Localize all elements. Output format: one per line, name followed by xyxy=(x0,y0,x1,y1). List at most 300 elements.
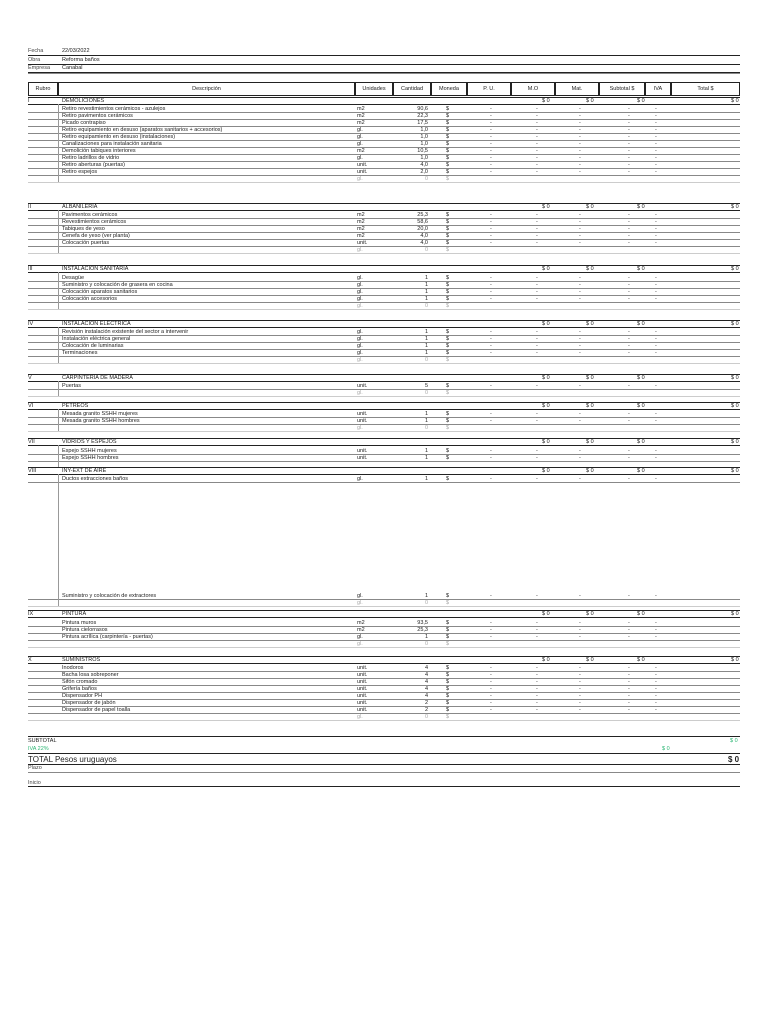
item-subtotal: - xyxy=(628,155,630,161)
section-mat: $ 0 xyxy=(586,657,594,663)
empty-row-currency: $ xyxy=(446,357,450,363)
empty-row-unit: gl. xyxy=(357,357,363,363)
item-description: Cenefa de yeso (ver planta) xyxy=(62,233,130,239)
item-iva: - xyxy=(655,634,657,640)
item-subtotal: - xyxy=(628,289,630,295)
item-subtotal: - xyxy=(628,106,630,112)
section-mo: $ 0 xyxy=(542,98,550,104)
empty-row-qty: 0 xyxy=(424,176,428,182)
item-currency: $ xyxy=(446,350,450,356)
item-mo: - xyxy=(536,226,538,232)
item-currency: $ xyxy=(446,343,450,349)
item-pu: - xyxy=(490,350,492,356)
empty-row-unit: gl. xyxy=(357,303,363,309)
empty-row-qty: 0 xyxy=(424,357,428,363)
item-mat: - xyxy=(579,634,581,640)
empty-row-unit: gl. xyxy=(357,247,363,253)
item-mat: - xyxy=(579,693,581,699)
item-iva: - xyxy=(655,448,657,454)
item-unit: gl. xyxy=(357,329,363,335)
item-subtotal: - xyxy=(628,383,630,389)
item-subtotal: - xyxy=(628,634,630,640)
item-description: Grifería baños xyxy=(62,686,97,692)
item-subtotal: - xyxy=(628,593,630,599)
item-mat: - xyxy=(579,343,581,349)
item-currency: $ xyxy=(446,693,450,699)
item-mat: - xyxy=(579,350,581,356)
item-pu: - xyxy=(490,148,492,154)
item-subtotal: - xyxy=(628,686,630,692)
section-mat: $ 0 xyxy=(586,98,594,104)
item-currency: $ xyxy=(446,162,450,168)
item-pu: - xyxy=(490,275,492,281)
item-iva: - xyxy=(655,233,657,239)
item-iva: - xyxy=(655,127,657,133)
item-iva: - xyxy=(655,476,657,482)
item-quantity: 4,0 xyxy=(420,240,428,246)
item-iva: - xyxy=(655,686,657,692)
item-mo: - xyxy=(536,448,538,454)
item-currency: $ xyxy=(446,155,450,161)
item-mat: - xyxy=(579,134,581,140)
item-quantity: 90,6 xyxy=(417,106,428,112)
item-iva: - xyxy=(655,665,657,671)
item-description: Retiro equipamiento en desuso (instalaciones) xyxy=(62,134,176,140)
item-description: Inodoros xyxy=(62,665,84,671)
section-name: PETREOS xyxy=(62,403,89,409)
section-mo: $ 0 xyxy=(542,468,550,474)
item-unit: m2 xyxy=(357,148,365,154)
item-currency: $ xyxy=(446,219,450,225)
section-number: I xyxy=(28,98,30,104)
item-unit: m2 xyxy=(357,233,365,239)
item-mo: - xyxy=(536,162,538,168)
section-total: $ 0 xyxy=(731,468,739,474)
item-pu: - xyxy=(490,693,492,699)
item-description: Dispensador de jabón xyxy=(62,700,116,706)
item-description: Tabiques de yeso xyxy=(62,226,105,232)
item-pu: - xyxy=(490,476,492,482)
item-description: Mesada granito SSHH mujeres xyxy=(62,411,138,417)
item-mo: - xyxy=(536,169,538,175)
item-quantity: 1 xyxy=(424,275,428,281)
item-subtotal: - xyxy=(628,233,630,239)
item-subtotal: - xyxy=(628,226,630,232)
subtotal-label: SUBTOTAL xyxy=(28,738,57,744)
item-iva: - xyxy=(655,106,657,112)
empty-row-currency: $ xyxy=(446,303,450,309)
item-description: Suministro y colocación de extractores xyxy=(62,593,157,599)
meta-value: 22/03/2022 xyxy=(62,48,90,54)
item-quantity: 5 xyxy=(424,383,428,389)
item-mo: - xyxy=(536,148,538,154)
item-mat: - xyxy=(579,233,581,239)
section-subtotal: $ 0 xyxy=(637,204,645,210)
item-subtotal: - xyxy=(628,343,630,349)
item-iva: - xyxy=(655,383,657,389)
item-iva: - xyxy=(655,212,657,218)
item-description: Instalación eléctrica general xyxy=(62,336,131,342)
item-description: Revisión instalación existente del sector a intervenir xyxy=(62,329,189,335)
item-unit: gl. xyxy=(357,350,363,356)
item-currency: $ xyxy=(446,240,450,246)
item-mo: - xyxy=(536,336,538,342)
item-subtotal: - xyxy=(628,700,630,706)
item-quantity: 2 xyxy=(424,707,428,713)
item-iva: - xyxy=(655,148,657,154)
item-description: Colocación de luminarias xyxy=(62,343,124,349)
header-moneda: Moneda xyxy=(431,82,467,96)
item-unit: unit. xyxy=(357,411,368,417)
item-currency: $ xyxy=(446,212,450,218)
item-mat: - xyxy=(579,455,581,461)
item-iva: - xyxy=(655,155,657,161)
item-iva: - xyxy=(655,593,657,599)
item-mat: - xyxy=(579,127,581,133)
item-mo: - xyxy=(536,155,538,161)
item-description: Colocación accesorios xyxy=(62,296,118,302)
section-mo: $ 0 xyxy=(542,403,550,409)
item-mo: - xyxy=(536,233,538,239)
item-iva: - xyxy=(655,455,657,461)
section-subtotal: $ 0 xyxy=(637,439,645,445)
section-mo: $ 0 xyxy=(542,266,550,272)
item-pu: - xyxy=(490,106,492,112)
item-mo: - xyxy=(536,418,538,424)
meta-value: Reforma baños xyxy=(62,57,100,63)
item-mo: - xyxy=(536,134,538,140)
empty-row-currency: $ xyxy=(446,390,450,396)
item-currency: $ xyxy=(446,233,450,239)
header-rubro: Rubro xyxy=(28,82,58,96)
item-description: Retiro espejos xyxy=(62,169,98,175)
item-quantity: 22,3 xyxy=(417,113,428,119)
item-subtotal: - xyxy=(628,219,630,225)
item-mo: - xyxy=(536,700,538,706)
item-description: Puertas xyxy=(62,383,81,389)
empty-row-qty: 0 xyxy=(424,425,428,431)
item-mat: - xyxy=(579,476,581,482)
item-iva: - xyxy=(655,120,657,126)
section-total: $ 0 xyxy=(731,375,739,381)
section-subtotal: $ 0 xyxy=(637,98,645,104)
item-currency: $ xyxy=(446,707,450,713)
item-subtotal: - xyxy=(628,240,630,246)
section-mo: $ 0 xyxy=(542,657,550,663)
item-description: Dispensador de papel toalla xyxy=(62,707,131,713)
item-iva: - xyxy=(655,672,657,678)
item-mat: - xyxy=(579,679,581,685)
item-pu: - xyxy=(490,212,492,218)
item-mat: - xyxy=(579,411,581,417)
item-iva: - xyxy=(655,350,657,356)
item-mo: - xyxy=(536,120,538,126)
section-name: INY-EXT DE AIRE xyxy=(62,468,107,474)
item-quantity: 25,3 xyxy=(417,627,428,633)
item-description: Sifón cromado xyxy=(62,679,98,685)
section-mat: $ 0 xyxy=(586,266,594,272)
item-currency: $ xyxy=(446,686,450,692)
item-pu: - xyxy=(490,296,492,302)
item-unit: gl. xyxy=(357,155,363,161)
item-currency: $ xyxy=(446,627,450,633)
item-pu: - xyxy=(490,672,492,678)
item-pu: - xyxy=(490,620,492,626)
item-currency: $ xyxy=(446,476,450,482)
item-quantity: 93,5 xyxy=(417,620,428,626)
section-number: VIII xyxy=(28,468,37,474)
item-unit: unit. xyxy=(357,707,368,713)
item-pu: - xyxy=(490,686,492,692)
item-quantity: 17,5 xyxy=(417,120,428,126)
item-mo: - xyxy=(536,106,538,112)
item-iva: - xyxy=(655,700,657,706)
section-total: $ 0 xyxy=(731,266,739,272)
item-mat: - xyxy=(579,620,581,626)
item-quantity: 1 xyxy=(424,343,428,349)
item-currency: $ xyxy=(446,700,450,706)
item-mo: - xyxy=(536,686,538,692)
item-quantity: 4 xyxy=(424,665,428,671)
empty-row-qty: 0 xyxy=(424,303,428,309)
empty-row-qty: 0 xyxy=(424,600,428,606)
item-mo: - xyxy=(536,593,538,599)
item-mo: - xyxy=(536,634,538,640)
item-mo: - xyxy=(536,141,538,147)
item-iva: - xyxy=(655,113,657,119)
header-mat: Mat. xyxy=(555,82,599,96)
item-subtotal: - xyxy=(628,141,630,147)
item-unit: gl. xyxy=(357,593,363,599)
item-unit: gl. xyxy=(357,634,363,640)
item-subtotal: - xyxy=(628,627,630,633)
item-subtotal: - xyxy=(628,212,630,218)
empty-row-currency: $ xyxy=(446,641,450,647)
item-mo: - xyxy=(536,455,538,461)
item-currency: $ xyxy=(446,672,450,678)
item-currency: $ xyxy=(446,679,450,685)
item-mo: - xyxy=(536,219,538,225)
item-pu: - xyxy=(490,289,492,295)
item-mat: - xyxy=(579,219,581,225)
item-unit: gl. xyxy=(357,476,363,482)
item-unit: m2 xyxy=(357,627,365,633)
empty-row-qty: 0 xyxy=(424,390,428,396)
item-currency: $ xyxy=(446,141,450,147)
item-unit: gl. xyxy=(357,275,363,281)
item-pu: - xyxy=(490,700,492,706)
empty-row-qty: 0 xyxy=(424,641,428,647)
item-unit: unit. xyxy=(357,693,368,699)
meta-label: Fecha xyxy=(28,48,44,54)
item-quantity: 1,0 xyxy=(420,141,428,147)
item-quantity: 1,0 xyxy=(420,134,428,140)
section-mat: $ 0 xyxy=(586,611,594,617)
item-mo: - xyxy=(536,693,538,699)
item-unit: unit. xyxy=(357,169,368,175)
section-mo: $ 0 xyxy=(542,611,550,617)
section-name: SUMINISTROS xyxy=(62,657,101,663)
item-mat: - xyxy=(579,665,581,671)
header-descripcion: Descripción xyxy=(58,82,355,96)
item-unit: unit. xyxy=(357,455,368,461)
item-mat: - xyxy=(579,240,581,246)
item-unit: gl. xyxy=(357,134,363,140)
item-mat: - xyxy=(579,672,581,678)
item-currency: $ xyxy=(446,226,450,232)
item-pu: - xyxy=(490,665,492,671)
item-currency: $ xyxy=(446,620,450,626)
item-pu: - xyxy=(490,219,492,225)
item-pu: - xyxy=(490,233,492,239)
item-quantity: 4 xyxy=(424,693,428,699)
item-description: Retiro revestimientos cerámicos - azulejos xyxy=(62,106,166,112)
item-quantity: 1 xyxy=(424,282,428,288)
item-mat: - xyxy=(579,329,581,335)
item-currency: $ xyxy=(446,169,450,175)
section-mo: $ 0 xyxy=(542,439,550,445)
item-mo: - xyxy=(536,476,538,482)
item-description: Pavimentos cerámicos xyxy=(62,212,118,218)
item-mat: - xyxy=(579,113,581,119)
item-description: Canalizaciones para instalación sanitaria xyxy=(62,141,162,147)
item-pu: - xyxy=(490,627,492,633)
item-subtotal: - xyxy=(628,679,630,685)
section-subtotal: $ 0 xyxy=(637,403,645,409)
item-subtotal: - xyxy=(628,336,630,342)
item-mo: - xyxy=(536,383,538,389)
section-total: $ 0 xyxy=(731,98,739,104)
item-pu: - xyxy=(490,343,492,349)
item-description: Bacha losa sobreponer xyxy=(62,672,119,678)
section-number: VII xyxy=(28,439,35,445)
section-number: II xyxy=(28,204,32,210)
item-unit: m2 xyxy=(357,113,365,119)
meta-label: Obra xyxy=(28,57,41,63)
item-mo: - xyxy=(536,289,538,295)
section-subtotal: $ 0 xyxy=(637,266,645,272)
inicio-label: Inicio xyxy=(28,780,41,786)
item-quantity: 1,0 xyxy=(420,155,428,161)
empty-row-unit: gl. xyxy=(357,641,363,647)
section-total: $ 0 xyxy=(731,657,739,663)
item-mo: - xyxy=(536,350,538,356)
empty-row-currency: $ xyxy=(446,600,450,606)
section-name: INSTALACIÓN SANITARIA xyxy=(62,266,129,272)
item-mo: - xyxy=(536,343,538,349)
item-subtotal: - xyxy=(628,127,630,133)
item-description: Pintura acrílica (carpintería - puertas) xyxy=(62,634,153,640)
item-currency: $ xyxy=(446,282,450,288)
item-mat: - xyxy=(579,418,581,424)
item-pu: - xyxy=(490,455,492,461)
item-subtotal: - xyxy=(628,296,630,302)
item-pu: - xyxy=(490,141,492,147)
meta-label: Empresa xyxy=(28,65,51,71)
item-quantity: 4 xyxy=(424,672,428,678)
subtotal-value: $ 0 xyxy=(730,738,738,744)
section-subtotal: $ 0 xyxy=(637,321,645,327)
item-subtotal: - xyxy=(628,329,630,335)
item-mat: - xyxy=(579,593,581,599)
item-unit: unit. xyxy=(357,679,368,685)
item-mat: - xyxy=(579,120,581,126)
empty-row-unit: gl. xyxy=(357,390,363,396)
item-pu: - xyxy=(490,383,492,389)
item-quantity: 1 xyxy=(424,448,428,454)
item-iva: - xyxy=(655,275,657,281)
section-number: IX xyxy=(28,611,34,617)
item-pu: - xyxy=(490,120,492,126)
item-description: Terminaciones xyxy=(62,350,98,356)
item-mo: - xyxy=(536,329,538,335)
item-iva: - xyxy=(655,411,657,417)
item-subtotal: - xyxy=(628,418,630,424)
item-quantity: 1 xyxy=(424,455,428,461)
item-unit: m2 xyxy=(357,212,365,218)
item-subtotal: - xyxy=(628,275,630,281)
total-value: $ 0 xyxy=(728,755,740,764)
plazo-label: Plazo xyxy=(28,765,42,771)
item-mat: - xyxy=(579,148,581,154)
section-mo: $ 0 xyxy=(542,204,550,210)
item-iva: - xyxy=(655,282,657,288)
item-subtotal: - xyxy=(628,476,630,482)
item-currency: $ xyxy=(446,127,450,133)
item-subtotal: - xyxy=(628,148,630,154)
empty-row-qty: 0 xyxy=(424,714,428,720)
section-mat: $ 0 xyxy=(586,439,594,445)
header-iva: IVA xyxy=(645,82,671,96)
item-description: Retiro equipamiento en desuso (aparatos sanitarios + accesorios) xyxy=(62,127,223,133)
item-iva: - xyxy=(655,418,657,424)
item-mat: - xyxy=(579,296,581,302)
empty-row-unit: gl. xyxy=(357,600,363,606)
section-mat: $ 0 xyxy=(586,321,594,327)
item-quantity: 4,0 xyxy=(420,233,428,239)
item-currency: $ xyxy=(446,329,450,335)
item-quantity: 4 xyxy=(424,686,428,692)
item-description: Retiro aberturas (puertas) xyxy=(62,162,125,168)
item-pu: - xyxy=(490,634,492,640)
item-unit: m2 xyxy=(357,219,365,225)
item-quantity: 1,0 xyxy=(420,127,428,133)
item-subtotal: - xyxy=(628,693,630,699)
item-description: Espejo SSHH hombres xyxy=(62,455,119,461)
item-iva: - xyxy=(655,289,657,295)
item-pu: - xyxy=(490,134,492,140)
item-currency: $ xyxy=(446,148,450,154)
item-unit: gl. xyxy=(357,127,363,133)
item-iva: - xyxy=(655,627,657,633)
item-currency: $ xyxy=(446,113,450,119)
item-mat: - xyxy=(579,686,581,692)
section-number: V xyxy=(28,375,32,381)
section-subtotal: $ 0 xyxy=(637,611,645,617)
item-subtotal: - xyxy=(628,162,630,168)
item-subtotal: - xyxy=(628,169,630,175)
item-mo: - xyxy=(536,275,538,281)
item-currency: $ xyxy=(446,275,450,281)
meta-value: Canabal xyxy=(62,65,83,71)
item-unit: gl. xyxy=(357,296,363,302)
section-subtotal: $ 0 xyxy=(637,657,645,663)
item-iva: - xyxy=(655,707,657,713)
item-pu: - xyxy=(490,169,492,175)
item-unit: gl. xyxy=(357,289,363,295)
item-pu: - xyxy=(490,329,492,335)
item-currency: $ xyxy=(446,336,450,342)
